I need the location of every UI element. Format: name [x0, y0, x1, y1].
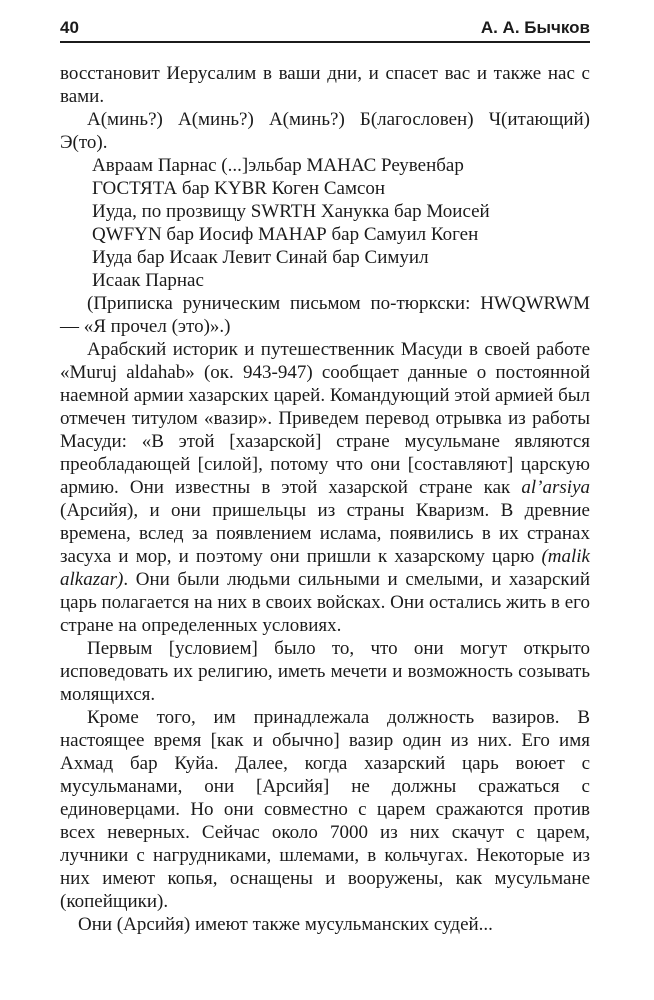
text-run: восстановит Иерусалим в ваши дни, и спасет вас и также нас с вами.: [60, 63, 590, 107]
italic-text-run: (malik alkazar): [60, 546, 590, 590]
paragraph: [60, 223, 590, 246]
paragraph: [60, 706, 590, 913]
text-run: (Арсийя), и они пришельцы из страны Кваризм. В древние времена, вслед за появлением ислама, появились в их странах засуха и мор, и поэтому они пришли к хазарскому царю: [60, 500, 590, 567]
paragraph: [60, 154, 590, 177]
paragraph: [60, 177, 590, 200]
paragraph: [60, 200, 590, 223]
text-run: ГОСТЯТА бар KYBR Коген Самсон: [92, 178, 386, 199]
text-run: Первым [условием] было то, что они могут открыто исповедовать их религию, иметь мечети и возможность созывать молящихся.: [60, 638, 590, 705]
text-run: Кроме того, им принадлежала должность вазиров. В настоящее время [как и обычно] вазир один из них. Его имя Ахмад бар Куйа. Далее, когда хазарский царь воюет с мусульманами, они [Арсийя] не должны сражаться с единоверцами. Но они совместно с царем сражаются против всех неверных. Сейчас около 7000 из них скачут с царем, лучники с нагрудниками, шлемами, в кольчугах. Некоторые из них имеют копья, оснащены и вооружены, как мусульмане (копейщики).: [60, 707, 590, 912]
text-run: Авраам Парнас (...]эльбар МАНАС Реувенбар: [92, 155, 464, 176]
paragraph: [60, 292, 590, 338]
page-header: [60, 18, 590, 38]
page-body: [60, 62, 590, 936]
paragraph: [60, 62, 590, 108]
paragraph: [60, 246, 590, 269]
text-run: Они (Арсийя) имеют также мусульманских судей...: [78, 914, 493, 935]
text-run: Иуда, по прозвищу SWRTH Ханукка бар Моисей: [92, 201, 490, 222]
header-rule: [60, 41, 590, 43]
text-run: QWFYN бар Иосиф МАНАР бар Самуил Коген: [92, 224, 479, 245]
paragraph: [60, 108, 590, 154]
text-run: (Приписка руническим письмом по-тюркски: HWQWRWM — «Я прочел (это)».): [60, 293, 590, 337]
paragraph: [60, 637, 590, 706]
italic-text-run: al’arsiya: [521, 477, 590, 498]
page-number: 40: [60, 18, 79, 37]
text-run: Исаак Парнас: [92, 270, 204, 291]
paragraph: [60, 338, 590, 637]
paragraph: [60, 269, 590, 292]
paragraph: [60, 913, 590, 936]
running-head-author: А. А. Бычков: [480, 18, 590, 37]
text-run: . Они были людьми сильными и смелыми, и хазарский царь полагается на них в своих войсках. Они остались жить в его стране на определенных условиях.: [60, 569, 590, 636]
text-run: Иуда бар Исаак Левит Синай бар Симуил: [92, 247, 429, 268]
text-run: А(минь?) А(минь?) А(минь?) Б(лагословен) Ч(итающий) Э(то).: [60, 109, 590, 153]
text-run: Арабский историк и путешественник Масуди в своей работе «Muruj aldahab» (ок. 943-947) сообщает данные о постоянной наемной армии хазарских царей. Командующий этой армией был отмечен титулом «вазир». Приведем перевод отрывка из работы Масуди: «В этой [хазарской] стране мусульмане являются преобладающей [силой], потому что они [составляют] царскую армию. Они известны в этой хазарской стране как: [60, 339, 590, 498]
